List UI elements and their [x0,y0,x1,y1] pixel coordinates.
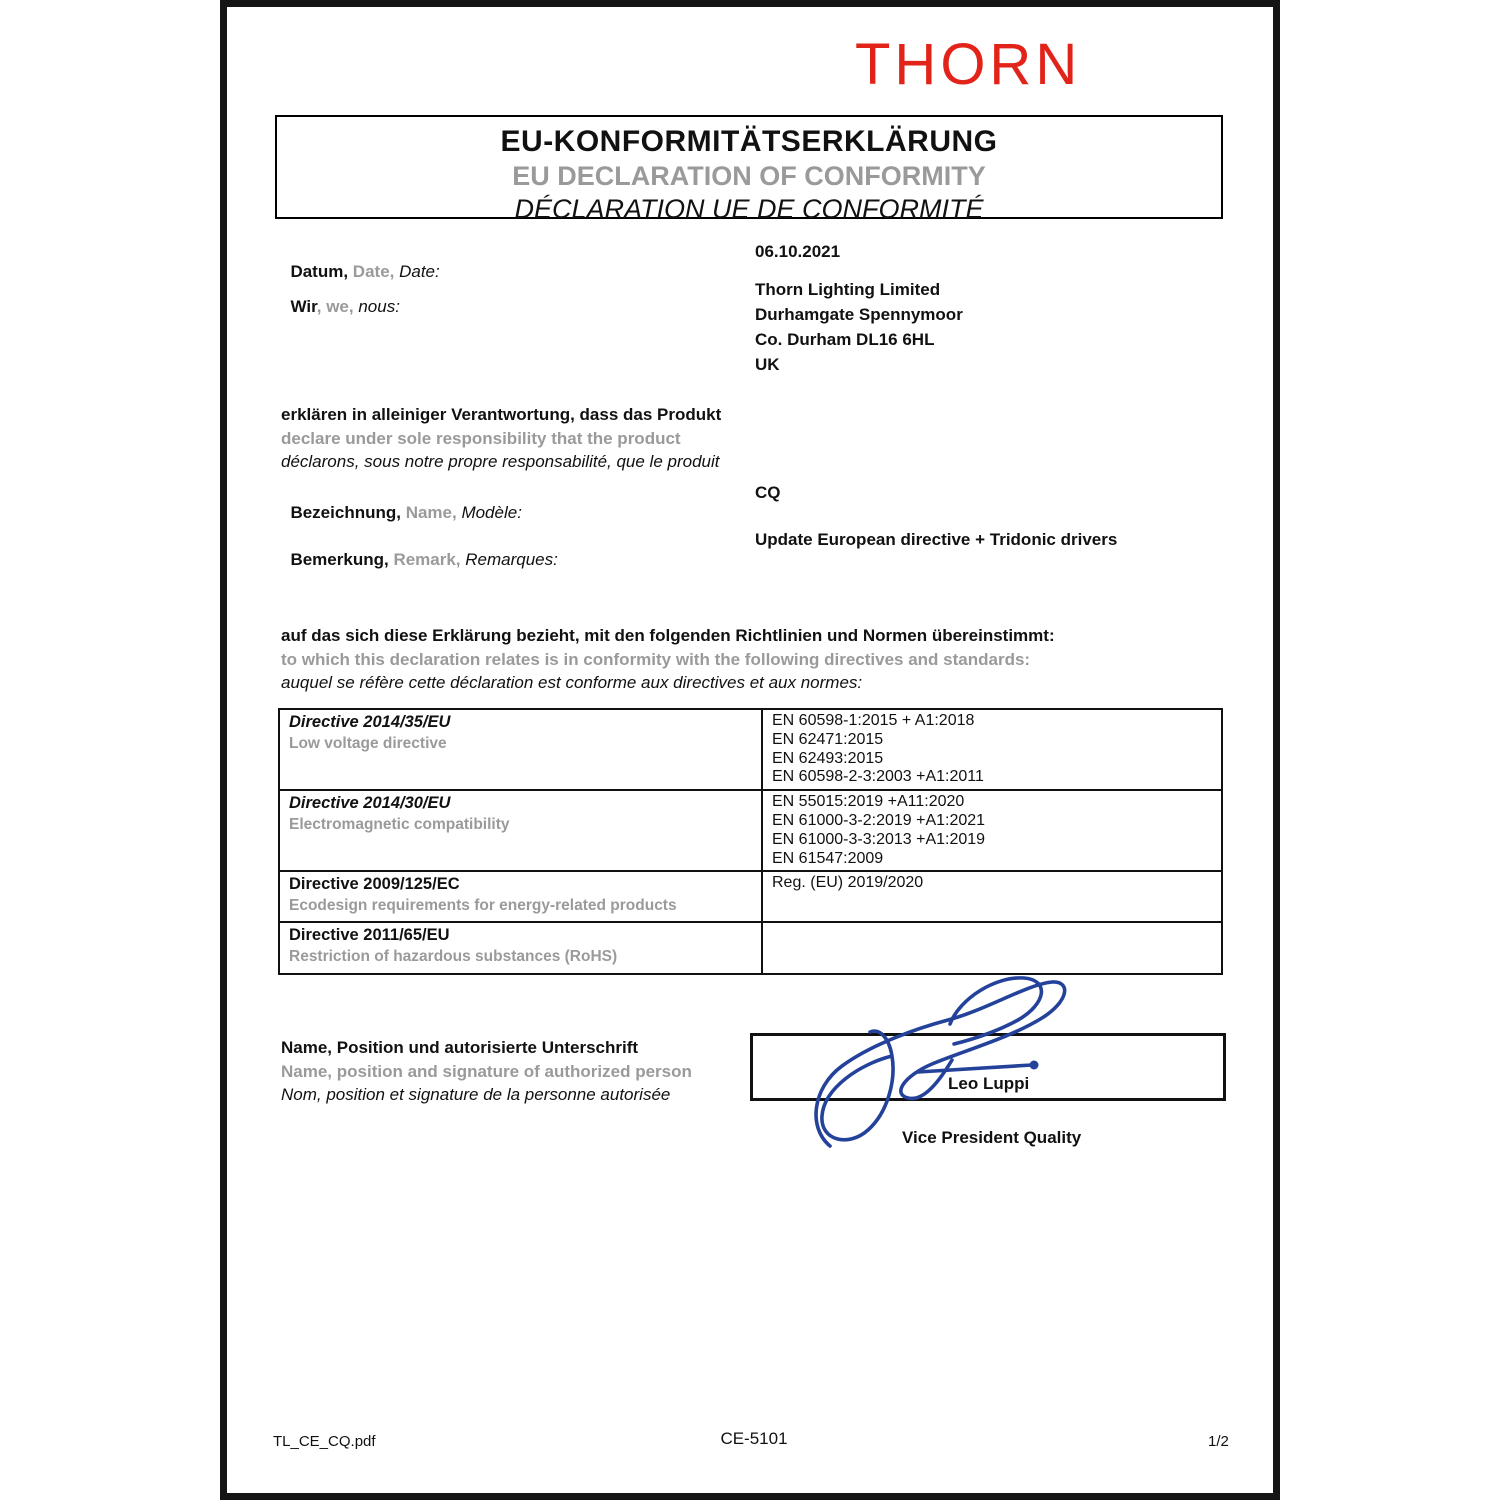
standard-line: Reg. (EU) 2019/2020 [772,874,924,892]
company-label-de: Wir [290,297,317,316]
declaration-de: erklären in alleiniger Verantwortung, dass das Produkt [281,405,722,424]
date-label-de: Datum, [290,262,353,281]
directive-description: Low voltage directive [289,735,447,752]
company-address-line: UK [755,355,780,374]
title-french: DÉCLARATION UE DE CONFORMITÉ [514,194,984,224]
signature-heading [281,1036,692,1107]
date-label [281,242,440,282]
date-label-en: Date, [352,262,400,281]
date-value: 06.10.2021 [755,242,841,261]
signatory-position: Vice President Quality [902,1128,1082,1147]
product-name-value: CQ [755,483,781,502]
remark-label [281,530,558,570]
standard-line: EN 60598-1:2015 + A1:2018 [772,712,975,729]
signature-heading-de: Name, Position und autorisierte Unterschrift [281,1038,639,1057]
footer-document-number: CE-5101 [720,1429,788,1448]
standard-line: EN 62493:2015 [772,749,884,767]
product-name-label-de: Bezeichnung, [290,503,406,522]
table-row [279,871,1222,922]
company-address-line: Co. Durham DL16 6HL [755,330,935,349]
directive-title: Directive 2014/30/EU [289,794,451,813]
company-address-line: Durhamgate Spennymoor [755,305,963,324]
standard-line: EN 60598-2-3:2003 +A1:2011 [772,768,984,786]
conformity-en: to which this declaration relates is in conformity with the following directives and standards: [281,649,1031,669]
table-row [279,790,1222,871]
directive-title: Directive 2011/65/EU [289,926,450,945]
table-row [279,709,1222,790]
title-german: EU-KONFORMITÄTSERKLÄRUNG [500,125,998,158]
remark-label-en: Remark, [393,550,466,569]
directive-title: Directive 2014/35/EU [289,713,451,731]
directive-cell [279,709,762,790]
company-label-en: , we, [316,297,359,316]
title-english: EU DECLARATION OF CONFORMITY [512,161,986,191]
thorn-logo: THORN [855,32,1082,97]
declaration-paragraph [281,403,721,474]
declaration-en: declare under sole responsibility that the product [281,428,681,448]
directive-description: Electromagnetic compatibility [289,816,510,834]
company-label-fr: nous: [358,297,400,316]
handwritten-signature [800,968,1090,1160]
remark-label-fr: Remarques: [465,550,558,569]
remark-label-de: Bemerkung, [290,550,394,569]
directive-cell [279,922,762,974]
table-row [279,922,1222,974]
standards-cell [762,871,1222,922]
signature-heading-en: Name, position and signature of authorized person [281,1061,692,1081]
date-label-fr: Date: [399,262,440,281]
footer-page-number: 1/2 [1208,1433,1229,1450]
standard-line: EN 61000-3-2:2019 +A1:2021 [772,811,986,829]
footer-filename: TL_CE_CQ.pdf [273,1433,376,1450]
standards-cell [762,790,1222,871]
signature-heading-fr: Nom, position et signature de la personne autorisée [281,1085,671,1104]
directive-cell [279,871,762,922]
standard-line: EN 62471:2015 [772,730,884,748]
directive-description: Ecodesign requirements for energy-related products [289,897,677,915]
standards-cell [762,922,1222,974]
signatory-name: Leo Luppi [948,1074,1030,1093]
directive-title: Directive 2009/125/EC [289,875,460,894]
company-address [755,277,963,377]
product-name-label-fr: Modèle: [461,503,522,522]
conformity-de: auf das sich diese Erklärung bezieht, mit den folgenden Richtlinien und Normen übereinstimmt: [281,626,1055,645]
company-label [281,277,400,317]
conformity-paragraph [281,624,1055,695]
directive-description: Restriction of hazardous substances (RoHS) [289,948,618,966]
standard-line: EN 61000-3-3:2013 +A1:2019 [772,830,986,848]
company-address-line: Thorn Lighting Limited [755,280,941,299]
product-name-label-en: Name, [405,503,462,522]
standard-line: EN 61547:2009 [772,849,884,867]
declaration-fr: déclarons, sous notre propre responsabilité, que le produit [281,452,720,471]
directives-table [278,708,1223,975]
title-box [275,115,1223,224]
conformity-fr: auquel se réfère cette déclaration est conforme aux directives et aux normes: [281,673,863,692]
remark-value: Update European directive + Tridonic drivers [755,530,1118,549]
standards-cell [762,709,1222,790]
standard-line: EN 55015:2019 +A11:2020 [772,793,965,811]
product-name-label [281,483,522,523]
directive-cell [279,790,762,871]
